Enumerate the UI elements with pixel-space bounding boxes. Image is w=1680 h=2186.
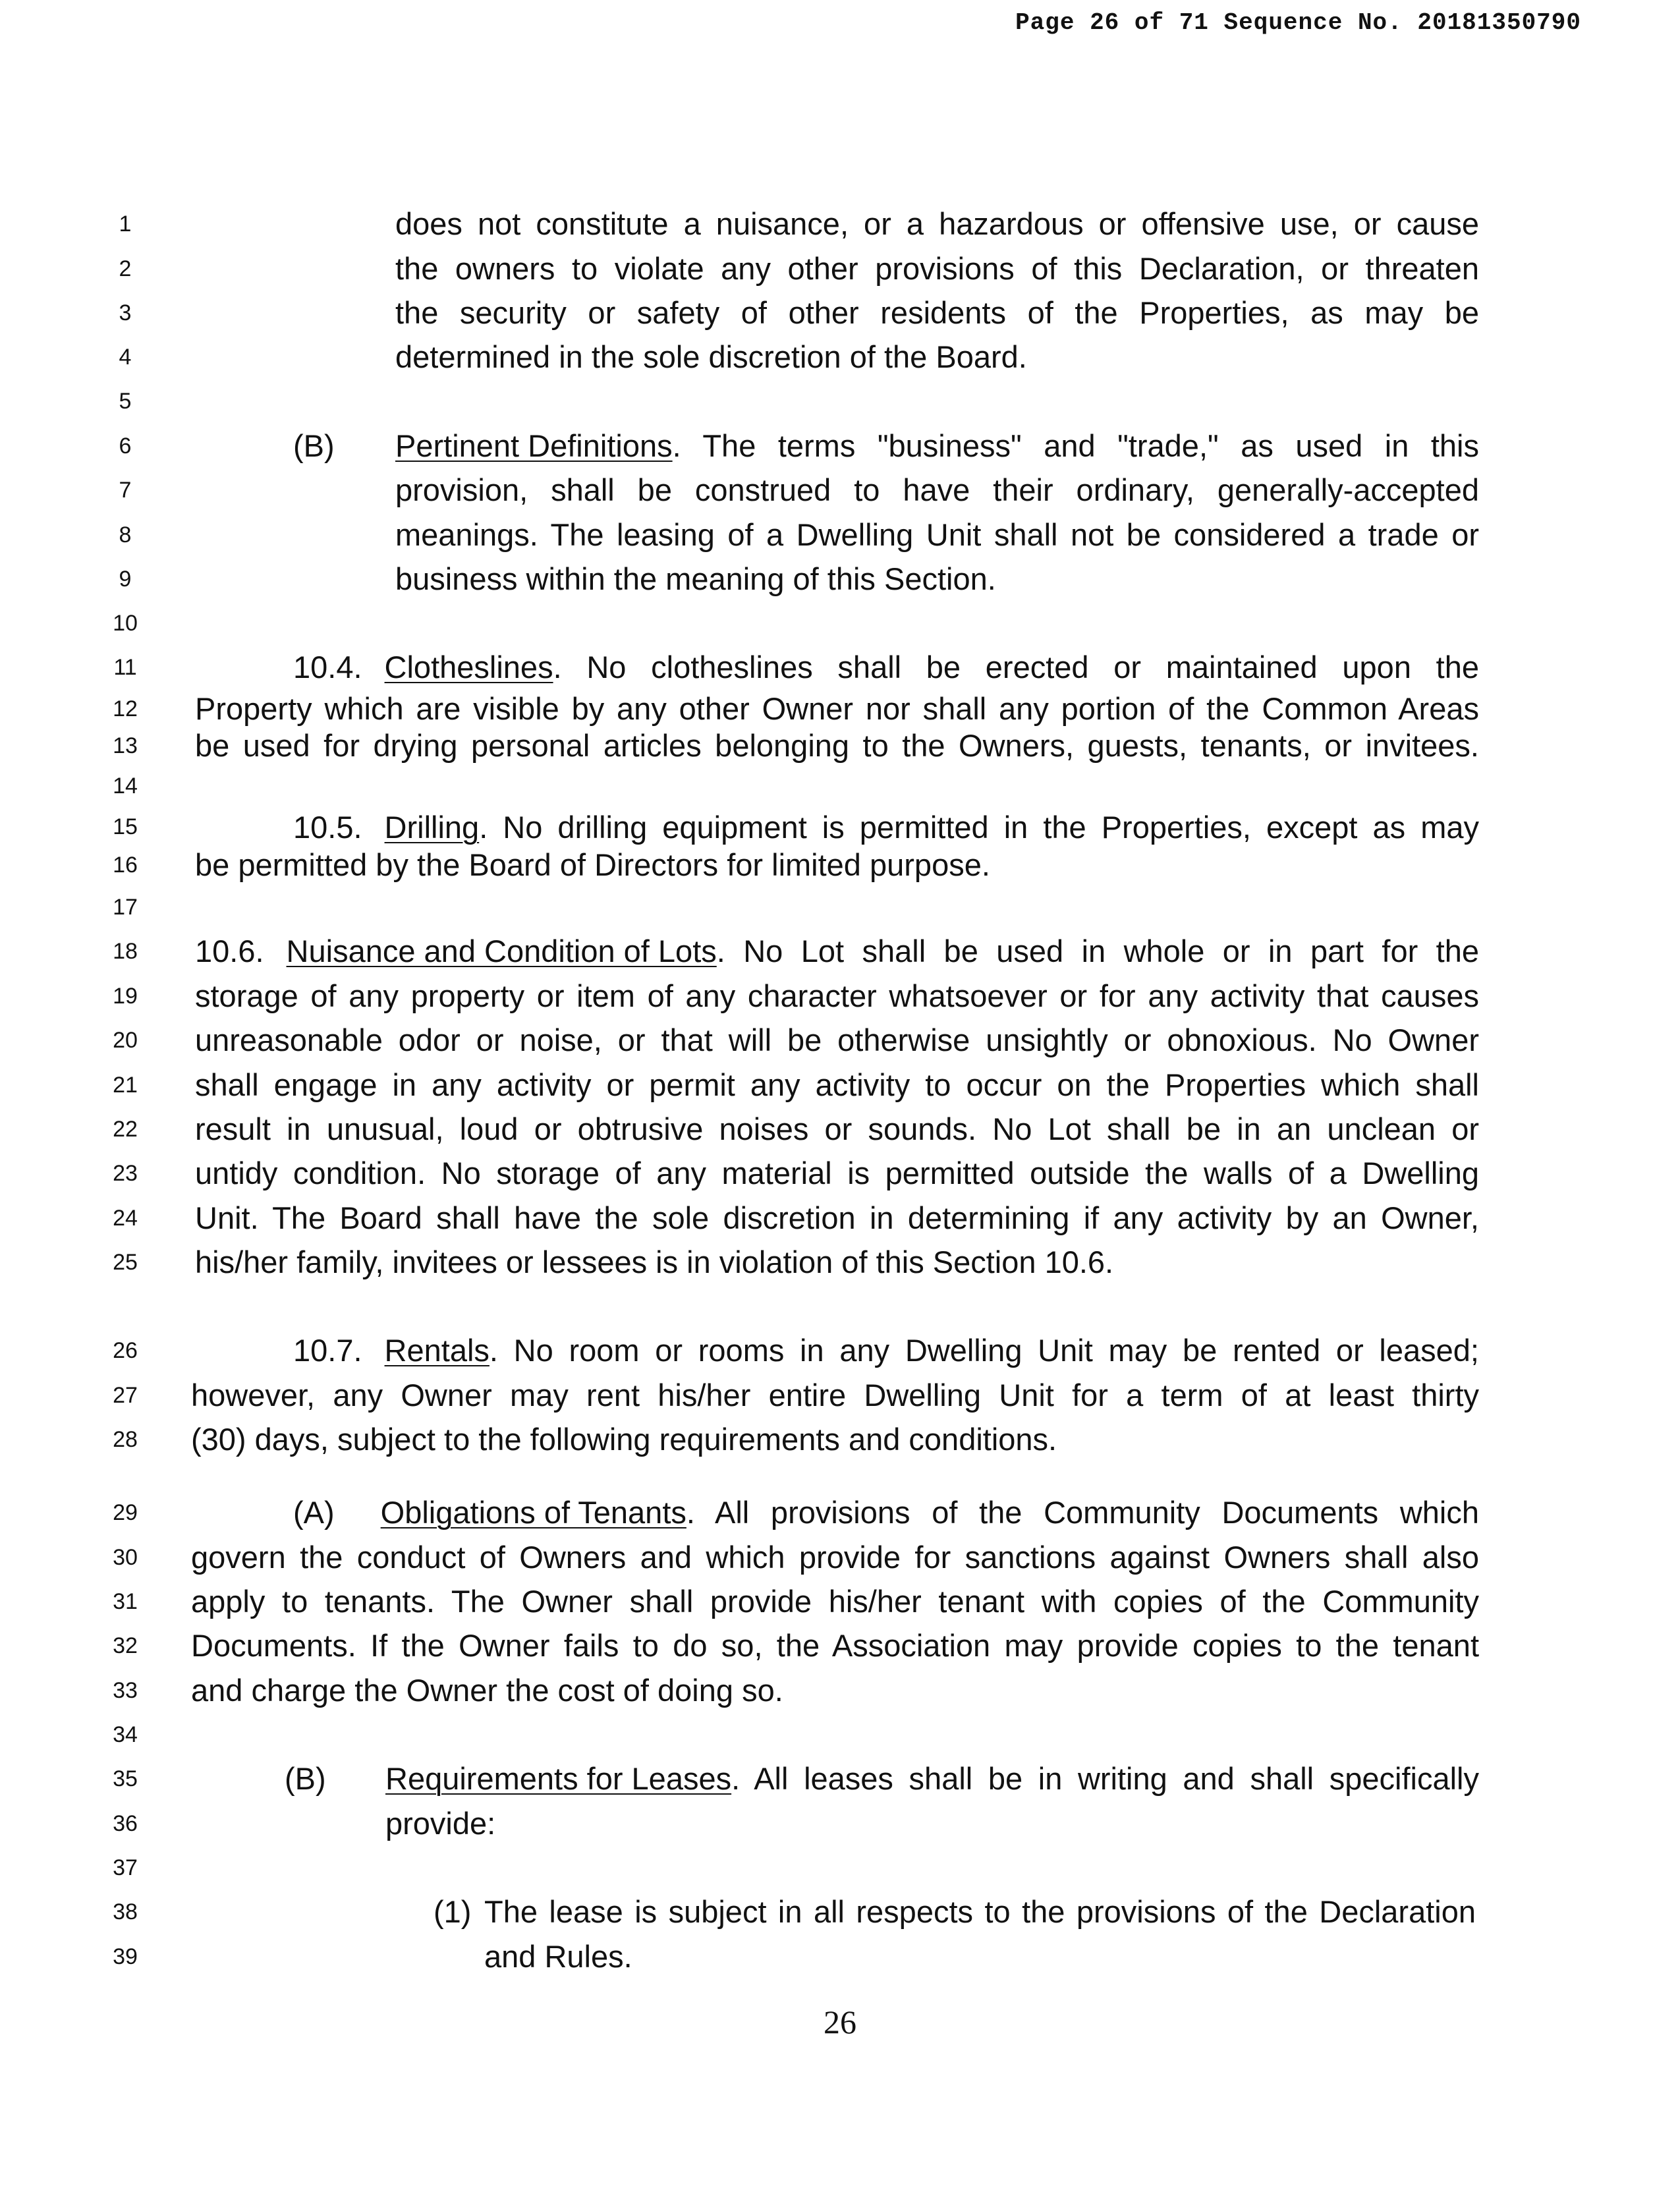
line-number: 9 [119,567,132,592]
line-number: 26 [113,1338,138,1363]
line-number: 31 [113,1589,138,1614]
line-number: 34 [113,1722,138,1747]
section-heading: Drilling [384,810,480,845]
text-fragment: . No room or rooms in any Dwelling Unit may be rented or leased; [489,1333,1479,1368]
text-line: does not constitute a nuisance, or a hazardous or offensive use, or cause [395,206,1479,241]
line-number: 18 [113,939,138,964]
line-number: 36 [113,1811,138,1836]
section-heading: Rentals [384,1333,490,1368]
line-number: 29 [113,1500,138,1525]
line-number: 35 [113,1766,138,1791]
subsection-label: (B) [293,428,335,463]
text-line: The lease is subject in all respects to the provisions of the Declaration [484,1894,1476,1929]
text-fragment: . The terms "business" and "trade," as used in this [672,428,1479,463]
line-number: 28 [113,1427,138,1452]
line-number: 33 [113,1678,138,1703]
text-line: his/her family, invitees or lessees is in violation of this Section 10.6. [195,1245,1114,1279]
section-heading: Nuisance and Condition of Lots [286,934,717,968]
text-line: untidy condition. No storage of any material is permitted outside the walls of a Dwelling [195,1156,1479,1191]
line-number: 13 [113,733,138,758]
text-line: govern the conduct of Owners and which provide for sanctions against Owners shall also [191,1540,1479,1575]
text-line: business within the meaning of this Section. [395,561,996,596]
section-heading: Pertinent Definitions [395,428,673,463]
line-number: 30 [113,1545,138,1570]
line-number: 20 [113,1028,138,1053]
text-line: shall engage in any activity or permit any activity to occur on the Properties which shall [195,1067,1479,1102]
line-number: 25 [113,1250,138,1275]
text-line [293,1493,1479,1532]
text-line: be used for drying personal articles belonging to the Owners, guests, tenants, or invitees. [195,728,1479,763]
line-number: 38 [113,1899,138,1924]
text-fragment: . All provisions of the Community Documents which [686,1495,1479,1530]
line-number: 24 [113,1206,138,1231]
text-line [385,1759,1479,1799]
line-number: 37 [113,1855,138,1880]
line-number: 27 [113,1383,138,1408]
text-line: Property which are visible by any other Owner nor shall any portion of the Common Areas [195,691,1479,726]
text-line: determined in the sole discretion of the Board. [395,339,1027,374]
line-number: 8 [119,522,132,547]
text-line: meanings. The leasing of a Dwelling Unit shall not be considered a trade or [395,517,1479,552]
subsection-label: (B) [285,1761,326,1796]
line-number: 6 [119,434,132,459]
line-number: 7 [119,478,132,503]
text-line: Unit. The Board shall have the sole discretion in determining if any activity by an Owner, [195,1200,1479,1235]
section-heading: Requirements for Leases [385,1761,732,1796]
section-heading: Obligations of Tenants [380,1495,686,1530]
text-line: provide: [385,1806,496,1841]
text-line: unreasonable odor or noise, or that will be otherwise unsightly or obnoxious. No Owner [195,1023,1479,1057]
text-line [293,648,1479,687]
text-line: the owners to violate any other provisions of this Declaration, or threaten [395,251,1479,286]
line-number: 16 [113,853,138,878]
line-number: 19 [113,984,138,1009]
page-number: 26 [824,2004,856,2040]
page-header: Page 26 of 71 Sequence No. 20181350790 [1015,9,1581,36]
text-line [395,426,1479,466]
line-number: 3 [119,300,132,325]
text-line: (30) days, subject to the following requirements and conditions. [191,1422,1057,1457]
text-line: provision, shall be construed to have their ordinary, generally-accepted [395,472,1479,507]
section-heading: Clotheslines [384,650,553,685]
line-number: 39 [113,1944,138,1969]
text-line: apply to tenants. The Owner shall provide his/her tenant with copies of the Community [191,1584,1479,1619]
text-fragment: . No Lot shall be used in whole or in part for the [716,934,1479,968]
line-number: 15 [113,814,138,839]
text-line: and Rules. [484,1939,632,1974]
line-number: 11 [113,655,137,680]
text-fragment: . No drilling equipment is permitted in the Properties, except as may [479,810,1479,845]
text-line: and charge the Owner the cost of doing so. [191,1673,783,1708]
line-number: 1 [119,211,132,237]
text-fragment: . No clotheslines shall be erected or maintained upon the [553,650,1479,685]
text-line: Documents. If the Owner fails to do so, the Association may provide copies to the tenant [191,1628,1479,1663]
line-number: 10 [113,611,138,636]
text-line: result in unusual, loud or obtrusive noises or sounds. No Lot shall be in an unclean or [195,1111,1479,1146]
line-number: 14 [113,773,138,799]
line-number: 32 [113,1633,138,1658]
list-item-label: (1) [434,1894,472,1929]
line-number: 23 [113,1161,138,1186]
line-number: 12 [113,696,138,721]
text-line [293,808,1479,847]
line-number: 21 [113,1073,138,1098]
line-number: 22 [113,1117,138,1142]
text-line [293,1331,1479,1370]
text-fragment: . All leases shall be in writing and shall specifically [731,1761,1479,1796]
section-number: 10.4. [293,650,362,685]
line-number: 2 [119,256,132,281]
text-line: the security or safety of other residents of the Properties, as may be [395,295,1479,330]
line-number: 5 [119,389,132,414]
line-number: 4 [119,345,132,370]
text-line: storage of any property or item of any character whatsoever or for any activity that causes [195,978,1479,1013]
text-line: be permitted by the Board of Directors for limited purpose. [195,847,990,882]
subsection-label: (A) [293,1495,335,1530]
section-number: 10.5. [293,810,362,845]
section-number: 10.7. [293,1333,362,1368]
text-line [195,932,1479,971]
line-number: 17 [113,895,138,920]
section-number: 10.6. [195,934,264,968]
text-line: however, any Owner may rent his/her entire Dwelling Unit for a term of at least thirty [191,1378,1479,1413]
